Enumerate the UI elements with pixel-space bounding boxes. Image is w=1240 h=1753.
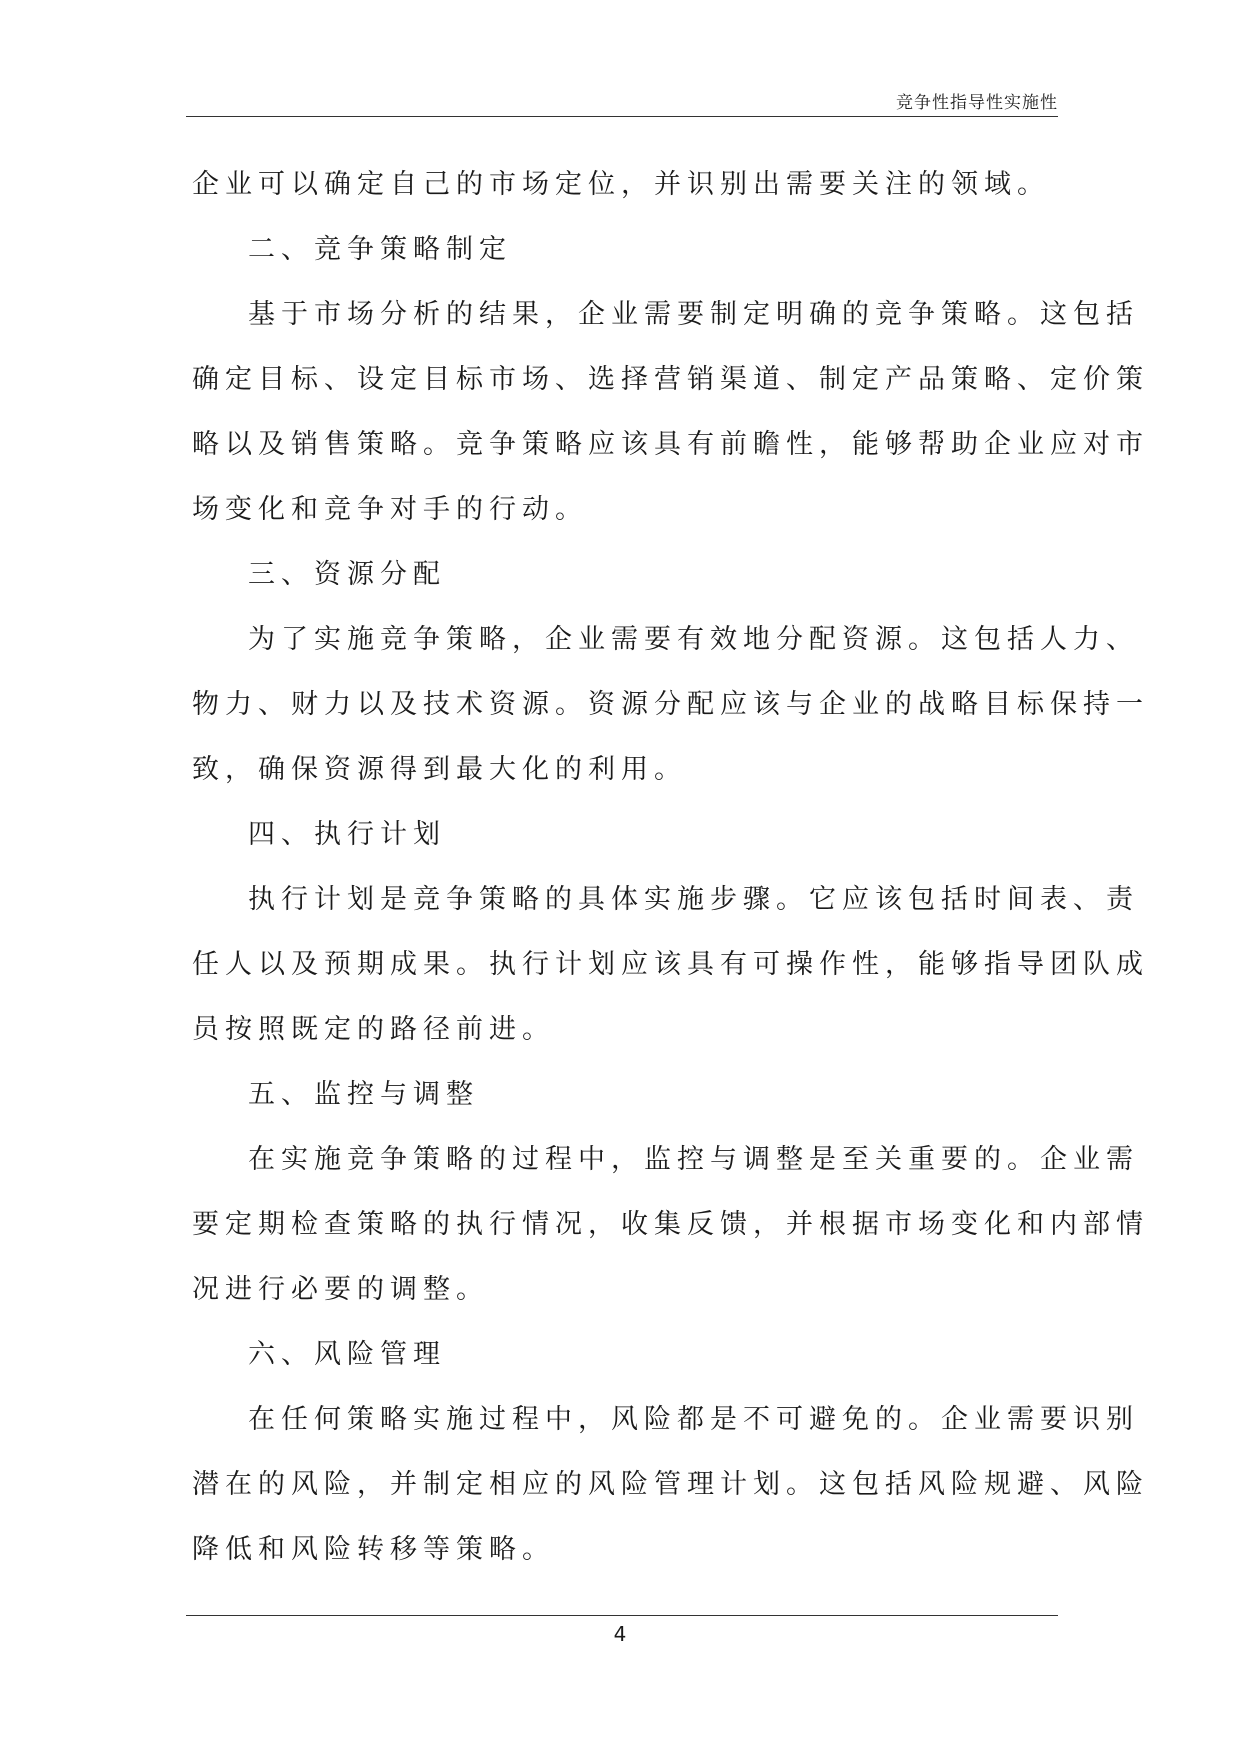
paragraph-line: 执行计划是竞争策略的具体实施步骤。它应该包括时间表、责: [248, 884, 1139, 915]
footer-divider: [186, 1615, 1058, 1616]
paragraph-line: 要定期检查策略的执行情况，收集反馈，并根据市场变化和内部情: [192, 1209, 1149, 1240]
section-heading: 三、资源分配: [248, 559, 446, 590]
paragraph-line: 降低和风险转移等策略。: [192, 1534, 555, 1565]
section-heading: 六、风险管理: [248, 1339, 446, 1370]
paragraph-line: 企业可以确定自己的市场定位，并识别出需要关注的领域。: [192, 169, 1050, 200]
paragraph-line: 在任何策略实施过程中，风险都是不可避免的。企业需要识别: [248, 1404, 1139, 1435]
section-heading: 五、监控与调整: [248, 1079, 479, 1110]
page-header: [186, 76, 1058, 117]
paragraph-line: 基于市场分析的结果，企业需要制定明确的竞争策略。这包括: [248, 299, 1139, 330]
section-heading: 二、竞争策略制定: [248, 234, 512, 265]
paragraph-line: 确定目标、设定目标市场、选择营销渠道、制定产品策略、定价策: [192, 364, 1149, 395]
paragraph-line: 致，确保资源得到最大化的利用。: [192, 754, 687, 785]
paragraph-line: 物力、财力以及技术资源。资源分配应该与企业的战略目标保持一: [192, 689, 1149, 720]
paragraph-line: 况进行必要的调整。: [192, 1274, 489, 1305]
header-title: 竞争性指导性实施性: [896, 93, 1058, 113]
page-number: 4: [613, 1622, 627, 1646]
paragraph-line: 潜在的风险，并制定相应的风险管理计划。这包括风险规避、风险: [192, 1469, 1149, 1500]
paragraph-line: 略以及销售策略。竞争策略应该具有前瞻性，能够帮助企业应对市: [192, 429, 1149, 460]
paragraph-line: 员按照既定的路径前进。: [192, 1014, 555, 1045]
section-heading: 四、执行计划: [248, 819, 446, 850]
paragraph-line: 为了实施竞争策略，企业需要有效地分配资源。这包括人力、: [248, 624, 1139, 655]
document-body: [192, 152, 1149, 1582]
paragraph-line: 任人以及预期成果。执行计划应该具有可操作性，能够指导团队成: [192, 949, 1149, 980]
paragraph-line: 场变化和竞争对手的行动。: [192, 494, 588, 525]
paragraph-line: 在实施竞争策略的过程中，监控与调整是至关重要的。企业需: [248, 1144, 1139, 1175]
